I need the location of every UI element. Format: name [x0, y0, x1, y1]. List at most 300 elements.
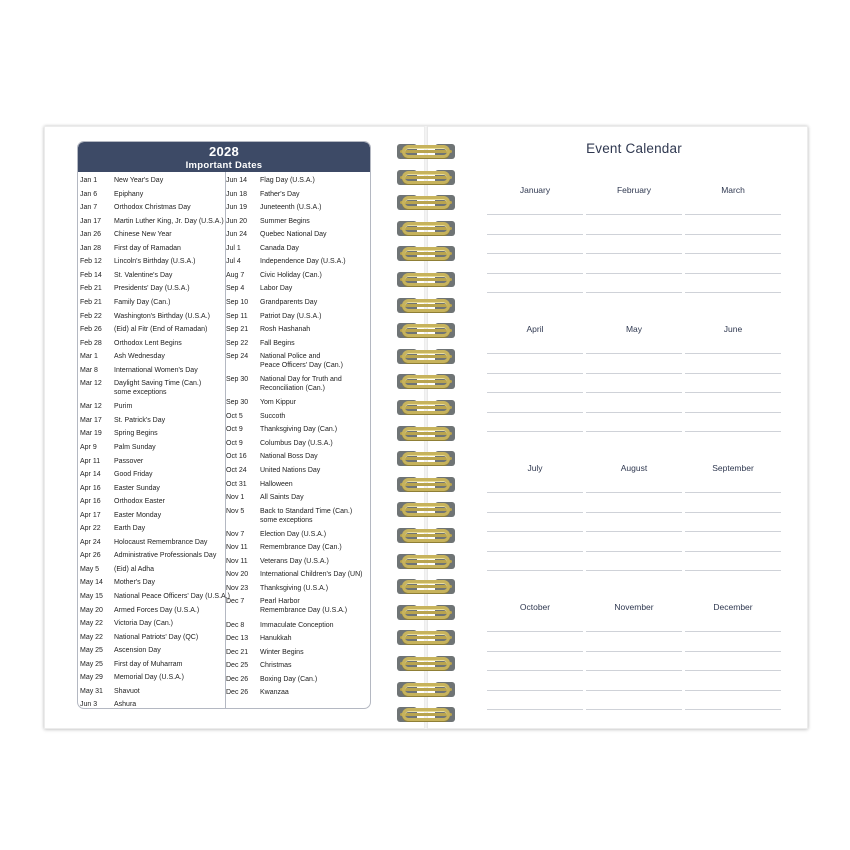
event-label: First day of Muharram	[114, 660, 183, 668]
event-label: International Women's Day	[114, 366, 198, 374]
month-block-october	[487, 602, 583, 712]
date-label: Nov 1	[226, 494, 245, 502]
spiral-coil	[402, 631, 450, 644]
date-row	[80, 619, 225, 628]
date-row	[226, 557, 371, 566]
writing-line[interactable]	[685, 631, 781, 632]
date-label: May 22	[80, 633, 103, 641]
spiral-coil	[402, 606, 450, 619]
month-label: October	[519, 602, 551, 612]
date-row	[226, 325, 371, 334]
date-label: Nov 23	[226, 584, 249, 592]
date-row	[80, 402, 225, 411]
month-label: May	[625, 324, 643, 334]
date-row	[80, 416, 225, 425]
event-label: Ashura	[114, 701, 137, 709]
writing-line[interactable]	[685, 253, 781, 254]
event-label: Orthodox Christmas Day	[114, 204, 191, 212]
month-block-may	[586, 324, 682, 434]
event-label: Mother's Day	[114, 579, 156, 587]
event-label: Rosh Hashanah	[260, 326, 311, 334]
month-block-november	[586, 602, 682, 712]
date-row	[226, 543, 371, 552]
writing-line[interactable]	[685, 214, 781, 215]
writing-line[interactable]	[487, 551, 583, 552]
date-label: Jan 1	[80, 177, 98, 184]
writing-line[interactable]	[487, 431, 583, 432]
date-row	[226, 398, 371, 407]
writing-line[interactable]	[487, 512, 583, 513]
month-block-january	[487, 185, 583, 295]
date-row	[226, 217, 371, 226]
date-label: Feb 28	[80, 339, 102, 347]
date-label: Mar 19	[80, 430, 102, 438]
date-label: Jan 28	[80, 244, 102, 252]
date-row	[226, 466, 371, 475]
spiral-coil	[402, 401, 450, 414]
spiral-ring	[396, 371, 456, 392]
event-label: Kwanzaa	[260, 689, 289, 697]
date-row	[226, 230, 371, 239]
date-row	[226, 203, 371, 212]
event-label: Holocaust Remembrance Day	[114, 538, 208, 546]
month-label: September	[712, 463, 754, 473]
date-label: Feb 22	[80, 312, 102, 320]
writing-line[interactable]	[586, 392, 682, 393]
date-label: Apr 16	[80, 484, 101, 492]
month-block-september	[685, 463, 781, 573]
date-label: Jan 7	[80, 204, 98, 212]
event-calendar-title: Event Calendar	[586, 141, 682, 156]
event-label: Flag Day (U.S.A.)	[260, 177, 315, 184]
writing-line[interactable]	[586, 551, 682, 552]
date-row	[80, 538, 225, 547]
event-label: Hanukkah	[260, 635, 292, 643]
spiral-coil	[402, 708, 450, 721]
event-label: Columbus Day (U.S.A.)	[260, 439, 333, 447]
date-row	[80, 457, 225, 466]
writing-line[interactable]	[685, 373, 781, 374]
date-row	[80, 429, 225, 438]
writing-line[interactable]	[487, 373, 583, 374]
date-row	[226, 584, 371, 593]
event-label: Purim	[114, 403, 133, 411]
date-label: Feb 12	[80, 258, 102, 266]
event-label: Boxing Day (Can.)	[260, 675, 318, 683]
event-label: Labor Day	[260, 285, 293, 293]
date-row	[226, 507, 371, 525]
writing-line[interactable]	[685, 412, 781, 413]
date-label: Oct 31	[226, 480, 247, 488]
month-block-july	[487, 463, 583, 573]
important-dates-header	[78, 142, 370, 172]
date-row	[80, 700, 225, 709]
event-label: Yom Kippur	[260, 399, 296, 407]
date-label: May 29	[80, 674, 103, 682]
date-label: Dec 8	[226, 621, 245, 629]
writing-line[interactable]	[586, 492, 682, 493]
month-block-april	[487, 324, 583, 434]
date-row	[226, 312, 371, 321]
spiral-coil	[402, 683, 450, 696]
event-label: All Saints Day	[260, 494, 304, 502]
date-row	[80, 687, 225, 696]
spiral-coil	[402, 555, 450, 568]
writing-line[interactable]	[586, 253, 682, 254]
date-row	[80, 511, 225, 520]
writing-line[interactable]	[586, 570, 682, 571]
event-label: Thanksgiving (U.S.A.)	[260, 584, 329, 592]
event-label: Shavuot	[114, 687, 140, 695]
important-dates-panel	[77, 141, 371, 709]
date-label: Feb 26	[80, 326, 102, 334]
writing-line[interactable]	[487, 651, 583, 652]
month-block-february	[586, 185, 682, 295]
date-label: Dec 13	[226, 635, 249, 643]
writing-line[interactable]	[487, 670, 583, 671]
date-row	[226, 493, 371, 502]
event-label: National Police and	[260, 353, 321, 361]
date-label: Mar 12	[80, 380, 102, 388]
date-label: May 15	[80, 593, 103, 600]
spiral-coil	[402, 222, 450, 235]
date-row	[226, 257, 371, 266]
date-label: Apr 14	[80, 471, 101, 479]
date-label: Feb 21	[80, 298, 102, 306]
event-label: Juneteenth (U.S.A.)	[260, 204, 322, 212]
event-label: New Year's Day	[114, 177, 164, 184]
writing-line[interactable]	[586, 214, 682, 215]
spiral-coil	[402, 299, 450, 312]
month-label: January	[519, 185, 551, 195]
writing-line[interactable]	[487, 412, 583, 413]
event-label: Easter Sunday	[114, 484, 160, 492]
spiral-coil	[402, 350, 450, 363]
writing-line[interactable]	[685, 551, 781, 552]
month-label: March	[721, 185, 745, 195]
writing-line[interactable]	[586, 651, 682, 652]
writing-line[interactable]	[487, 234, 583, 235]
event-label: Administrative Professionals Day	[114, 552, 217, 560]
writing-line[interactable]	[586, 273, 682, 274]
event-label: National Patriots' Day (QC)	[114, 633, 199, 641]
date-label: Jun 3	[80, 701, 98, 709]
date-label: May 22	[80, 620, 103, 628]
date-row	[226, 284, 371, 293]
spiral-ring	[396, 243, 456, 264]
date-row	[80, 244, 225, 253]
date-row	[80, 379, 225, 397]
writing-line[interactable]	[586, 431, 682, 432]
event-label: Good Friday	[114, 471, 153, 479]
date-row	[80, 352, 225, 361]
date-label: Mar 1	[80, 353, 98, 361]
spiral-coil	[402, 427, 450, 440]
writing-line[interactable]	[586, 353, 682, 354]
event-label: National Day for Truth and	[260, 376, 342, 384]
date-label: Apr 24	[80, 538, 101, 546]
event-label: Chinese New Year	[114, 231, 172, 239]
date-label: Apr 16	[80, 498, 101, 506]
event-label: Earth Day	[114, 525, 146, 533]
year-title: 2028	[208, 144, 240, 159]
event-label: National Boss Day	[260, 453, 318, 461]
spiral-ring	[396, 627, 456, 648]
event-label: Back to Standard Time (Can.)	[260, 507, 353, 515]
date-row	[80, 230, 225, 239]
event-label: Election Day (U.S.A.)	[260, 530, 327, 538]
spiral-binding	[396, 141, 456, 721]
month-block-june	[685, 324, 781, 434]
date-row	[80, 203, 225, 212]
date-row	[80, 660, 225, 669]
date-label: May 31	[80, 687, 103, 695]
spiral-ring	[396, 448, 456, 469]
event-label: Quebec National Day	[260, 231, 327, 239]
date-row	[80, 646, 225, 655]
spiral-ring	[396, 704, 456, 725]
date-label: Dec 7	[226, 598, 245, 606]
writing-line[interactable]	[685, 512, 781, 513]
spiral-coil	[402, 580, 450, 593]
spiral-ring	[396, 474, 456, 495]
date-label: Nov 20	[226, 571, 249, 579]
date-row	[80, 524, 225, 533]
date-row	[80, 551, 225, 560]
date-row	[226, 661, 371, 670]
date-label: Nov 7	[226, 530, 245, 538]
date-label: Jun 19	[226, 204, 248, 212]
writing-line[interactable]	[685, 234, 781, 235]
event-label: St. Patrick's Day	[114, 416, 166, 424]
date-label: Sep 30	[226, 376, 249, 384]
writing-line[interactable]	[685, 273, 781, 274]
writing-line[interactable]	[685, 709, 781, 710]
writing-line[interactable]	[586, 690, 682, 691]
date-label: May 5	[80, 565, 100, 573]
writing-line[interactable]	[487, 273, 583, 274]
writing-line[interactable]	[685, 651, 781, 652]
writing-line[interactable]	[487, 631, 583, 632]
date-label: Nov 11	[226, 544, 248, 552]
writing-line[interactable]	[487, 292, 583, 293]
date-label: May 25	[80, 647, 103, 655]
date-row	[80, 578, 225, 587]
writing-line[interactable]	[487, 690, 583, 691]
spiral-ring	[396, 499, 456, 520]
date-label: Apr 9	[80, 443, 97, 451]
month-label: February	[616, 185, 651, 195]
writing-line[interactable]	[685, 492, 781, 493]
event-label: Grandparents Day	[260, 298, 318, 306]
date-row	[226, 597, 371, 615]
event-label: Spring Begins	[114, 430, 158, 438]
date-label: Feb 14	[80, 271, 102, 279]
spiral-ring	[396, 346, 456, 367]
date-row	[80, 565, 225, 574]
event-label: Ascension Day	[114, 647, 161, 655]
writing-line[interactable]	[487, 492, 583, 493]
date-label: Jan 6	[80, 190, 98, 198]
writing-line[interactable]	[685, 531, 781, 532]
spiral-ring	[396, 218, 456, 239]
month-label: June	[723, 324, 743, 334]
date-row	[226, 190, 371, 199]
writing-line[interactable]	[586, 631, 682, 632]
event-label: Palm Sunday	[114, 443, 156, 451]
spiral-ring	[396, 423, 456, 444]
event-label: Civic Holiday (Can.)	[260, 271, 322, 279]
event-label-continued: Remembrance Day (U.S.A.)	[260, 607, 348, 615]
date-row	[226, 634, 371, 643]
date-row	[80, 217, 225, 226]
writing-line[interactable]	[685, 392, 781, 393]
writing-line[interactable]	[586, 373, 682, 374]
event-label: United Nations Day	[260, 467, 321, 474]
event-label: Canada Day	[260, 244, 299, 252]
date-row	[80, 443, 225, 452]
spiral-ring	[396, 551, 456, 572]
event-label-continued: Reconciliation (Can.)	[260, 385, 325, 393]
date-row	[226, 648, 371, 657]
date-row	[80, 176, 225, 185]
date-row	[226, 480, 371, 489]
date-row	[226, 452, 371, 461]
event-label: Victoria Day (Can.)	[114, 620, 174, 628]
date-row	[80, 339, 225, 348]
event-label: Ash Wednesday	[114, 353, 165, 361]
event-label: Thanksgiving Day (Can.)	[260, 426, 338, 434]
event-label: Independence Day (U.S.A.)	[260, 258, 346, 266]
date-label: Dec 25	[226, 662, 249, 670]
event-label: Winter Begins	[260, 648, 304, 656]
date-label: Aug 7	[226, 271, 245, 279]
spiral-coil	[402, 273, 450, 286]
writing-line[interactable]	[487, 392, 583, 393]
date-row	[80, 325, 225, 334]
date-row	[226, 530, 371, 539]
date-label: Sep 30	[226, 399, 249, 407]
writing-line[interactable]	[685, 670, 781, 671]
writing-line[interactable]	[586, 512, 682, 513]
date-label: May 14	[80, 579, 103, 587]
date-row	[226, 352, 371, 370]
spiral-ring	[396, 602, 456, 623]
date-row	[226, 675, 371, 684]
event-label-continued: some exceptions	[114, 389, 167, 397]
date-label: Jan 17	[80, 217, 102, 225]
event-label: Presidents' Day (U.S.A.)	[114, 285, 190, 293]
date-label: Apr 17	[80, 511, 101, 519]
event-label-continued: Peace Officers' Day (Can.)	[260, 362, 343, 370]
event-label: Immaculate Conception	[260, 621, 334, 629]
date-row	[226, 688, 371, 697]
date-label: Sep 21	[226, 326, 249, 334]
date-row	[80, 484, 225, 493]
month-label: April	[526, 324, 544, 334]
spiral-coil	[402, 324, 450, 337]
spiral-coil	[402, 196, 450, 209]
writing-line[interactable]	[487, 253, 583, 254]
spiral-coil	[402, 247, 450, 260]
date-row	[226, 298, 371, 307]
date-label: Apr 26	[80, 552, 101, 560]
writing-line[interactable]	[487, 531, 583, 532]
writing-line[interactable]	[586, 531, 682, 532]
date-row	[226, 425, 371, 434]
date-label: Jun 20	[226, 217, 248, 225]
date-row	[226, 412, 371, 421]
spiral-coil	[402, 657, 450, 670]
date-row	[80, 190, 225, 199]
month-block-august	[586, 463, 682, 573]
date-label: Jun 14	[226, 177, 248, 184]
writing-line[interactable]	[586, 234, 682, 235]
writing-line[interactable]	[586, 412, 682, 413]
date-label: Jun 18	[226, 190, 248, 198]
event-label: Orthodox Easter	[114, 498, 165, 506]
date-label: Sep 24	[226, 353, 249, 361]
event-label-continued: some exceptions	[260, 516, 313, 524]
writing-line[interactable]	[487, 214, 583, 215]
event-label: Father's Day	[260, 190, 300, 198]
writing-line[interactable]	[685, 292, 781, 293]
writing-line[interactable]	[685, 690, 781, 691]
writing-line[interactable]	[685, 353, 781, 354]
writing-line[interactable]	[586, 292, 682, 293]
date-label: May 20	[80, 606, 103, 614]
writing-line[interactable]	[487, 570, 583, 571]
spiral-coil	[402, 478, 450, 491]
date-label: Jul 4	[226, 258, 241, 266]
date-label: Dec 21	[226, 648, 249, 656]
writing-line[interactable]	[685, 570, 781, 571]
date-label: Apr 22	[80, 525, 101, 533]
event-label: St. Valentine's Day	[114, 271, 173, 279]
spiral-ring	[396, 679, 456, 700]
spiral-ring	[396, 192, 456, 213]
date-row	[80, 298, 225, 307]
date-row	[80, 312, 225, 321]
writing-line[interactable]	[586, 670, 682, 671]
event-label: Memorial Day (U.S.A.)	[114, 674, 185, 682]
date-row	[80, 633, 225, 642]
month-label: July	[527, 463, 543, 473]
date-label: Oct 5	[226, 412, 243, 420]
event-label: Remembrance Day (Can.)	[260, 544, 342, 552]
writing-line[interactable]	[487, 353, 583, 354]
date-row	[80, 673, 225, 682]
writing-line[interactable]	[487, 709, 583, 710]
spiral-ring	[396, 525, 456, 546]
date-label: Oct 16	[226, 453, 247, 461]
date-label: Oct 9	[226, 426, 243, 434]
month-block-march	[685, 185, 781, 295]
spiral-ring	[396, 295, 456, 316]
date-label: Jan 26	[80, 231, 102, 239]
event-label: Daylight Saving Time (Can.)	[114, 380, 202, 388]
writing-line[interactable]	[685, 431, 781, 432]
event-label: Family Day (Can.)	[114, 298, 171, 306]
event-label: Patriot Day (U.S.A.)	[260, 312, 322, 320]
event-label: Epiphany	[114, 190, 144, 198]
date-label: Apr 11	[80, 457, 101, 465]
writing-line[interactable]	[586, 709, 682, 710]
spiral-ring	[396, 576, 456, 597]
event-label: Martin Luther King, Jr. Day (U.S.A.)	[114, 217, 224, 225]
date-label: May 25	[80, 660, 103, 668]
date-row	[226, 176, 371, 185]
